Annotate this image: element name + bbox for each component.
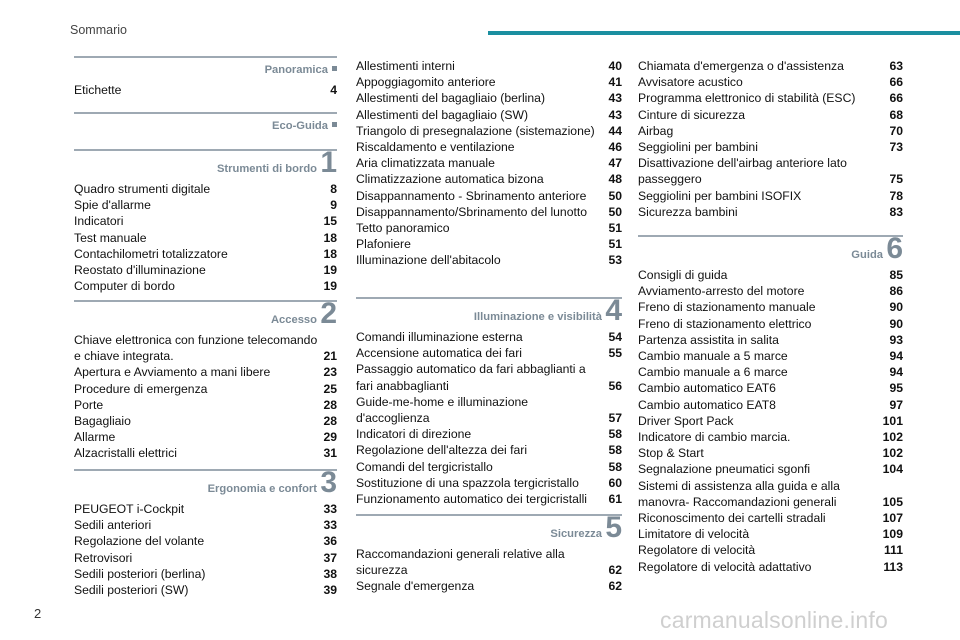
toc-entry-page: 51 [608, 237, 622, 252]
toc-entry[interactable] [356, 459, 622, 475]
toc-entry-page: 58 [608, 443, 622, 458]
toc-entry-page: 107 [882, 511, 903, 526]
toc-entry-title: Indicatore di cambio marcia. [638, 430, 791, 445]
toc-entry-page: 83 [889, 204, 903, 219]
toc-entry-page: 58 [608, 459, 622, 474]
toc-entry-page: 19 [323, 279, 337, 294]
toc-entry-title: Regolatore di velocità [638, 543, 756, 558]
toc-entry-title: Driver Sport Pack [638, 413, 734, 428]
toc-entry-title: Consigli di guida [638, 268, 728, 282]
toc-section-eco-guida [74, 112, 337, 138]
toc-entry-page: 62 [608, 579, 622, 594]
section-header [74, 112, 337, 138]
toc-entry-page: 28 [323, 414, 337, 429]
section-header [356, 511, 622, 546]
toc-entry-title: Regolazione del volante [74, 534, 205, 549]
toc-entry-title: Allestimenti del bagagliaio (SW) [356, 107, 529, 122]
toc-entry-page: 94 [889, 365, 903, 380]
toc-entry-title: Allarme [74, 430, 116, 445]
toc-entry-title: Accensione automatica dei fari [356, 346, 522, 361]
toc-entry-page: 23 [323, 365, 337, 380]
section-header [638, 232, 903, 267]
toc-entry[interactable] [74, 413, 337, 429]
toc-entry[interactable] [356, 546, 622, 578]
toc-entry-page: 53 [608, 253, 622, 268]
toc-entry-title: Cambio manuale a 6 marce [638, 365, 788, 380]
toc-entry-title: PEUGEOT i-Cockpit [74, 502, 185, 516]
toc-entry-page: 55 [608, 346, 622, 361]
toc-entry-title: Avvisatore acustico [638, 75, 743, 90]
toc-entry-title: Riscaldamento e ventilazione [356, 140, 515, 155]
toc-entry[interactable] [356, 188, 622, 204]
toc-entry[interactable] [74, 278, 337, 294]
toc-entry-page: 51 [608, 221, 622, 236]
toc-entry-title: Climatizzazione automatica bizona [356, 172, 544, 187]
toc-entry-title: Avviamento-arresto del motore [638, 284, 805, 299]
toc-section-panoramica [74, 56, 337, 98]
toc-entry-page: 68 [889, 107, 903, 122]
toc-entry-page: 43 [608, 107, 622, 122]
toc-entry-page: 21 [323, 349, 337, 364]
toc-entry-title: Sedili anteriori [74, 518, 152, 533]
toc-entry-title: Sostituzione di una spazzola tergicristallo [356, 475, 579, 490]
toc-entry-page: 40 [608, 59, 622, 73]
toc-entry[interactable] [356, 139, 622, 155]
toc-entry-title: Etichette [74, 83, 122, 97]
toc-entry-page: 61 [608, 492, 622, 507]
toc-entry[interactable] [74, 517, 337, 533]
toc-entry-page: 109 [882, 527, 903, 542]
toc-entry[interactable] [74, 181, 337, 197]
toc-entry[interactable] [638, 380, 903, 396]
section-title: Eco-Guida [272, 120, 328, 132]
toc-entry-title: Riconoscimento dei cartelli stradali [638, 511, 826, 526]
toc-entry-page: 94 [889, 349, 903, 364]
toc-entry-page: 62 [608, 563, 622, 578]
toc-entry-title: Disappannamento/Sbrinamento del lunotto [356, 204, 588, 219]
toc-entry-title: Allestimenti interni [356, 59, 455, 73]
toc-entry-page: 46 [608, 140, 622, 155]
section-title: Guida [851, 249, 883, 261]
toc-entry-page: 66 [889, 75, 903, 90]
toc-entry[interactable] [638, 155, 903, 187]
toc-entry-page: 70 [889, 123, 903, 138]
toc-entry-page: 48 [608, 172, 622, 187]
toc-entry-page: 90 [889, 316, 903, 331]
toc-entry-page: 29 [323, 430, 337, 445]
toc-entry-title: Freno di stazionamento manuale [638, 300, 816, 315]
toc-entry-title: Guide-me-home e illuminazione d'accoglienza [356, 394, 529, 426]
toc-entry[interactable] [638, 413, 903, 429]
toc-entry[interactable] [74, 230, 337, 246]
toc-entry[interactable] [356, 252, 622, 268]
toc-entry-page: 90 [889, 300, 903, 315]
toc-entry-title: Cambio automatico EAT6 [638, 381, 776, 396]
section-title: Ergonomia e confort [207, 483, 317, 495]
toc-entry-page: 8 [330, 182, 337, 196]
toc-entry[interactable] [638, 90, 903, 106]
toc-entry-page: 63 [889, 59, 903, 73]
toc-entry[interactable] [356, 442, 622, 458]
toc-entry-title: Seggiolini per bambini ISOFIX [638, 188, 802, 203]
toc-entry[interactable] [356, 171, 622, 187]
toc-section-sicurezza [356, 511, 622, 595]
toc-entry[interactable] [356, 123, 622, 139]
toc-entry-title: Cambio automatico EAT8 [638, 397, 776, 412]
toc-entry[interactable] [356, 475, 622, 491]
toc-entry-title: Sistemi di assistenza alla guida e alla manovra- Raccomandazioni generali [638, 478, 840, 509]
section-header [74, 297, 337, 332]
toc-entry-page: 85 [889, 268, 903, 282]
toc-entry-title: Contachilometri totalizzatore [74, 246, 228, 261]
toc-entry-page: 102 [882, 430, 903, 445]
header-accent-bar [488, 31, 960, 35]
toc-entry-page: 50 [608, 204, 622, 219]
toc-entry[interactable] [638, 74, 903, 90]
toc-entry-title: Bagagliaio [74, 414, 131, 429]
toc-entry-title: Cinture di sicurezza [638, 107, 746, 122]
toc-entry-page: 18 [323, 230, 337, 245]
toc-entry[interactable] [356, 74, 622, 90]
toc-entry-page: 86 [889, 284, 903, 299]
toc-entry[interactable] [356, 155, 622, 171]
toc-entry-page: 58 [608, 427, 622, 442]
toc-entry-page: 41 [608, 75, 622, 90]
toc-entry-title: Spie d'allarme [74, 198, 151, 213]
toc-entry-page: 47 [608, 156, 622, 171]
section-header [356, 294, 622, 329]
toc-entry-title: Segnale d'emergenza [356, 579, 475, 594]
toc-entry[interactable] [638, 478, 903, 510]
page-number: 2 [34, 606, 42, 621]
toc-entry[interactable] [356, 491, 622, 507]
section-header [74, 466, 337, 501]
toc-entry-title: Tetto panoramico [356, 221, 450, 236]
toc-entry-page: 33 [323, 502, 337, 516]
toc-entry[interactable] [356, 107, 622, 123]
toc-entry-page: 18 [323, 246, 337, 261]
toc-entry-title: Computer di bordo [74, 279, 175, 294]
toc-entry[interactable] [74, 566, 337, 582]
toc-entry-page: 36 [323, 534, 337, 549]
toc-entry-title: Freno di stazionamento elettrico [638, 316, 812, 331]
toc-entry[interactable] [638, 316, 903, 332]
toc-entry[interactable] [74, 397, 337, 413]
toc-entry-title: Limitatore di velocità [638, 527, 750, 542]
section-header [74, 146, 337, 181]
toc-entry[interactable] [356, 204, 622, 220]
toc-entry-page: 101 [882, 413, 903, 428]
toc-entry[interactable] [638, 283, 903, 299]
toc-section-continued [638, 58, 903, 220]
section-title: Strumenti di bordo [216, 163, 317, 175]
toc-entry-title: Sedili posteriori (SW) [74, 583, 189, 598]
toc-entry[interactable] [638, 510, 903, 526]
toc-entry-title: Plafoniere [356, 237, 411, 252]
toc-entry-title: Porte [74, 397, 104, 412]
toc-entry[interactable] [74, 501, 337, 517]
toc-entry[interactable] [638, 267, 903, 283]
toc-entry-title: Chiamata d'emergenza o d'assistenza [638, 59, 844, 73]
watermark: carmanualsonline.info [660, 607, 888, 633]
toc-section-illuminazione-e-visibilita [356, 294, 622, 507]
toc-entry-page: 9 [330, 198, 337, 213]
toc-entry-title: Comandi illuminazione esterna [356, 330, 523, 344]
section-title: Illuminazione e visibilità [473, 311, 602, 323]
toc-entry-title: Sedili posteriori (berlina) [74, 566, 206, 581]
toc-entry[interactable] [638, 461, 903, 477]
toc-entry[interactable] [638, 526, 903, 542]
toc-entry-page: 95 [889, 381, 903, 396]
toc-entry-title: Partenza assistita in salita [638, 332, 779, 347]
toc-entry-page: 56 [608, 378, 622, 393]
toc-entry[interactable] [74, 213, 337, 229]
toc-entry[interactable] [356, 361, 622, 393]
toc-entry-title: Indicatori [74, 214, 124, 229]
toc-section-strumenti-di-bordo [74, 146, 337, 294]
section-number: 4 [605, 294, 622, 327]
toc-entry-title: Comandi del tergicristallo [356, 459, 493, 474]
toc-entry-page: 38 [323, 566, 337, 581]
toc-entry[interactable] [74, 262, 337, 278]
toc-entry[interactable] [638, 58, 903, 74]
toc-entry-title: Disattivazione dell'airbag anteriore lato passeggero [638, 156, 847, 187]
section-number: 6 [886, 232, 903, 265]
toc-entry-title: Aria climatizzata manuale [356, 156, 495, 171]
toc-entry-title: Sicurezza bambini [638, 204, 738, 219]
toc-entry[interactable] [638, 559, 903, 575]
toc-entry-title: Seggiolini per bambini [638, 140, 758, 155]
toc-entry-title: Cambio manuale a 5 marce [638, 349, 788, 364]
toc-entry-page: 19 [323, 263, 337, 278]
toc-entry-page: 37 [323, 550, 337, 565]
toc-entry-title: Reostato d'illuminazione [74, 263, 206, 278]
toc-entry[interactable] [638, 332, 903, 348]
toc-entry-title: Illuminazione dell'abitacolo [356, 253, 501, 268]
toc-entry-title: Quadro strumenti digitale [74, 182, 211, 196]
toc-entry-page: 102 [882, 446, 903, 461]
toc-section-continued [356, 58, 622, 269]
toc-entry-page: 75 [889, 172, 903, 187]
section-title: Accesso [270, 314, 317, 326]
toc-entry-title: Triangolo di presegnalazione (sistemazione) [356, 123, 595, 138]
toc-entry[interactable] [74, 82, 337, 98]
toc-entry[interactable] [74, 332, 337, 364]
toc-entry-title: Indicatori di direzione [356, 427, 472, 442]
page-header-title: Sommario [70, 23, 127, 37]
toc-entry-page: 113 [883, 559, 903, 574]
toc-entry[interactable] [638, 107, 903, 123]
toc-entry[interactable] [356, 220, 622, 236]
toc-entry-page: 78 [889, 188, 903, 203]
toc-entry-page: 31 [323, 446, 337, 461]
square-marker-icon [332, 66, 337, 71]
square-marker-icon [332, 122, 337, 127]
toc-entry-title: Regolatore di velocità adattativo [638, 559, 812, 574]
toc-entry-page: 28 [323, 397, 337, 412]
toc-entry[interactable] [74, 582, 337, 598]
section-header [74, 56, 337, 82]
toc-entry-title: Raccomandazioni generali relative alla sicurezza [356, 547, 565, 578]
toc-entry-page: 33 [323, 518, 337, 533]
toc-entry[interactable] [74, 429, 337, 445]
toc-entry-title: Chiave elettronica con funzione telecomando e chiave integrata. [74, 333, 318, 364]
toc-section-ergonomia-e-confort [74, 466, 337, 598]
section-number: 2 [320, 297, 337, 330]
toc-entry[interactable] [638, 139, 903, 155]
toc-entry[interactable] [356, 90, 622, 106]
toc-entry-title: Alzacristalli elettrici [74, 446, 177, 461]
toc-entry-page: 50 [608, 188, 622, 203]
toc-entry-page: 57 [608, 411, 622, 426]
toc-entry[interactable] [638, 299, 903, 315]
toc-entry[interactable] [74, 550, 337, 566]
section-title: Panoramica [264, 64, 328, 76]
toc-entry[interactable] [356, 58, 622, 74]
toc-entry[interactable] [74, 445, 337, 461]
toc-entry[interactable] [74, 364, 337, 380]
toc-entry-title: Airbag [638, 123, 674, 138]
toc-entry-title: Disappannamento - Sbrinamento anteriore [356, 188, 587, 203]
toc-entry-title: Programma elettronico di stabilità (ESC) [638, 91, 856, 106]
toc-entry-page: 44 [608, 123, 622, 138]
toc-entry-page: 105 [882, 494, 903, 509]
toc-entry[interactable] [74, 246, 337, 262]
toc-entry[interactable] [356, 236, 622, 252]
toc-entry[interactable] [638, 123, 903, 139]
toc-entry[interactable] [638, 364, 903, 380]
toc-section-guida [638, 232, 903, 575]
toc-entry-title: Passaggio automatico da fari abbaglianti a fari anabbaglianti [356, 362, 586, 393]
toc-entry-title: Stop & Start [638, 446, 704, 461]
toc-entry-page: 93 [889, 332, 903, 347]
toc-entry[interactable] [74, 533, 337, 549]
toc-entry[interactable] [356, 394, 622, 426]
toc-entry[interactable] [638, 348, 903, 364]
section-number: 3 [320, 466, 337, 499]
toc-entry[interactable] [638, 397, 903, 413]
toc-entry-page: 66 [889, 91, 903, 106]
toc-entry-page: 43 [608, 91, 622, 106]
toc-entry[interactable] [638, 188, 903, 204]
toc-entry-page: 39 [323, 583, 337, 598]
toc-entry[interactable] [638, 445, 903, 461]
toc-entry[interactable] [638, 429, 903, 445]
toc-entry-title: Appoggiagomito anteriore [356, 75, 496, 90]
toc-entry[interactable] [356, 345, 622, 361]
toc-section-accesso [74, 297, 337, 462]
toc-entry-title: Retrovisori [74, 550, 133, 565]
toc-entry-title: Segnalazione pneumatici sgonfi [638, 462, 811, 477]
toc-entry-page: 73 [889, 140, 903, 155]
section-number: 1 [320, 146, 337, 179]
toc-entry-title: Funzionamento automatico dei tergicristalli [356, 492, 587, 507]
toc-entry[interactable] [74, 197, 337, 213]
toc-entry-page: 54 [608, 330, 622, 344]
toc-entry-page: 97 [889, 397, 903, 412]
toc-entry-page: 4 [330, 83, 337, 97]
toc-entry[interactable] [74, 381, 337, 397]
toc-entry[interactable] [356, 329, 622, 345]
toc-entry-page: 111 [884, 543, 903, 558]
section-number: 5 [605, 511, 622, 544]
toc-entry[interactable] [356, 578, 622, 594]
toc-entry-title: Regolazione dell'altezza dei fari [356, 443, 528, 458]
toc-entry-page: 104 [882, 462, 903, 477]
toc-entry-page: 60 [608, 475, 622, 490]
toc-entry-title: Apertura e Avviamento a mani libere [74, 365, 271, 380]
toc-entry-title: Allestimenti del bagagliaio (berlina) [356, 91, 546, 106]
toc-entry-page: 25 [323, 381, 337, 396]
toc-entry[interactable] [638, 542, 903, 558]
toc-entry-title: Test manuale [74, 230, 147, 245]
section-title: Sicurezza [550, 528, 602, 540]
toc-entry[interactable] [356, 426, 622, 442]
toc-entry[interactable] [638, 204, 903, 220]
toc-entry-page: 15 [323, 214, 337, 229]
toc-entry-title: Procedure di emergenza [74, 381, 208, 396]
